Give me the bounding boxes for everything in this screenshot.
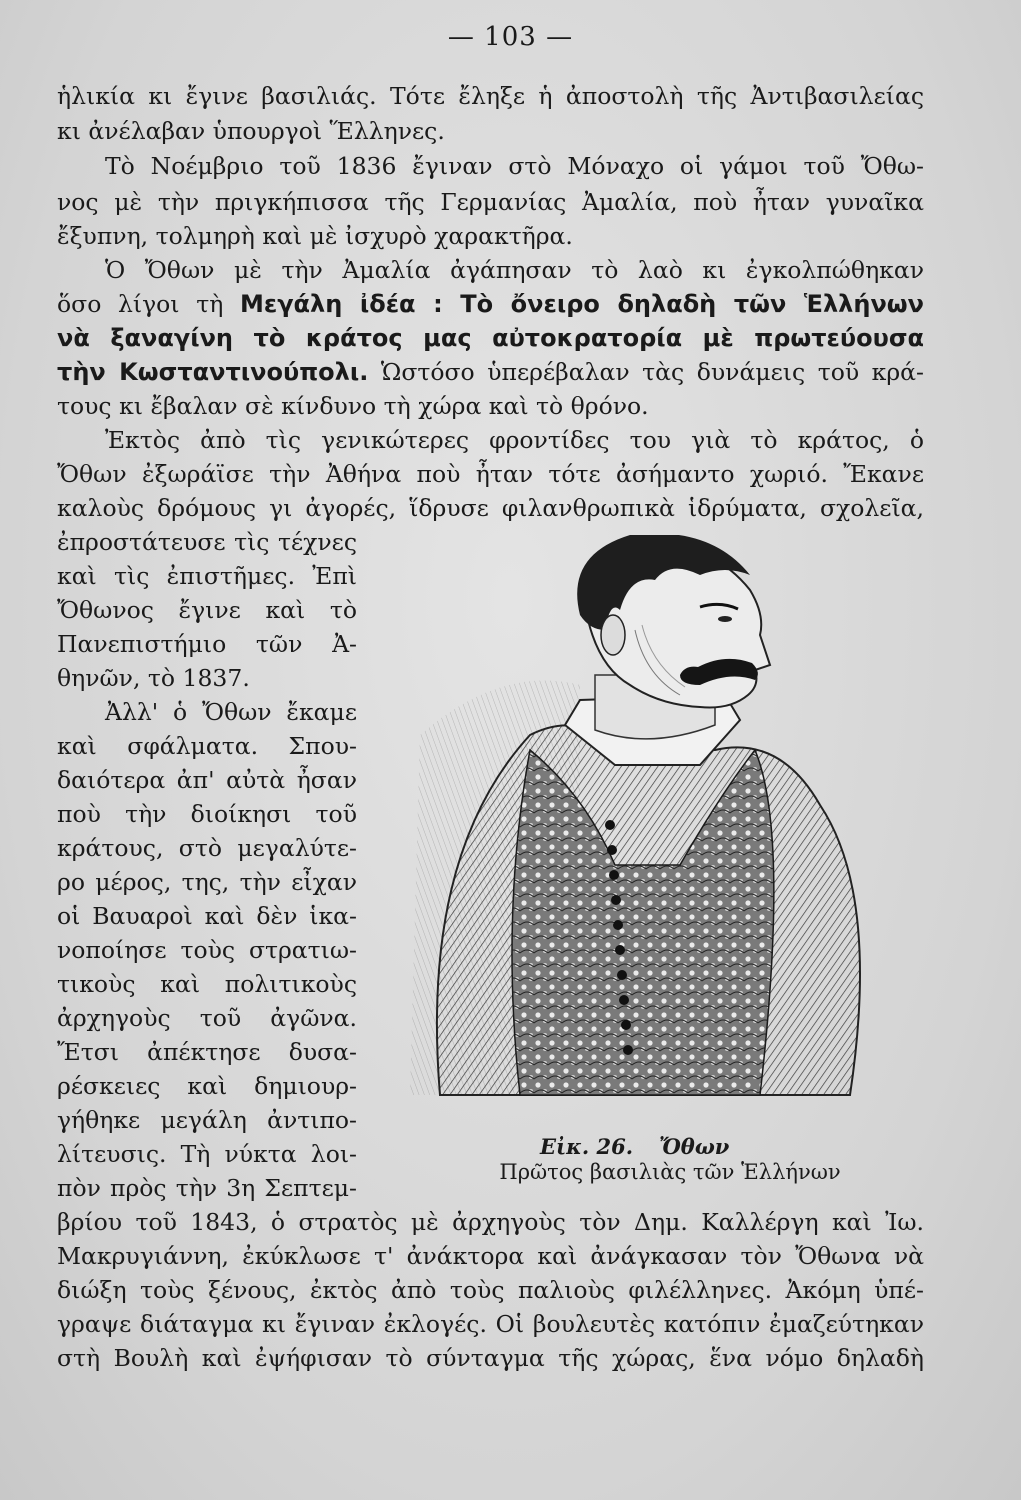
text-line: Ὄθωνος ἔγινε καὶ τὸ	[57, 596, 357, 624]
text-line: θηνῶν, τὸ 1837.	[57, 664, 250, 692]
text-line: δαιότερα ἀπ' αὐτὰ ἦσαν	[57, 766, 357, 794]
text-run: Ὡστόσο ὑπερέβαλαν τὰς δυνάμεις τοῦ κρά-	[368, 358, 924, 386]
text-run: ὅσο λίγοι τὴ	[57, 290, 240, 318]
text-line: ἀρχηγοὺς τοῦ ἀγῶνα.	[57, 1004, 357, 1032]
text-line: ποὺ τὴν διοίκησι τοῦ	[57, 800, 357, 828]
text-line: Ἐκτὸς ἀπὸ τὶς γενικώτερες φροντίδες του γιὰ τὸ κράτος, ὁ	[105, 426, 924, 454]
text-line: λίτευσις. Τὴ νύκτα λοι-	[57, 1140, 357, 1168]
text-line: Ἀλλ' ὁ Ὄθων ἔκαμε	[105, 698, 357, 726]
text-line: Τὸ Νοέμβριο τοῦ 1836 ἔγιναν στὸ Μόναχο οἱ γάμοι τοῦ Ὄθω-	[105, 152, 924, 180]
text-line: καὶ σφάλματα. Σπου-	[57, 732, 357, 760]
text-line: καλοὺς δρόμους γι ἀγορές, ἵδρυσε φιλανθρωπικὰ ἱδρύματα, σχολεῖα,	[57, 494, 924, 522]
text-line	[57, 324, 924, 352]
text-line: καὶ τὶς ἐπιστῆμες. Ἐπὶ	[57, 562, 357, 590]
figure-subcaption: Πρῶτος βασιλιὰς τῶν Ἑλλήνων	[499, 1160, 841, 1184]
page-number: — 103 —	[447, 22, 574, 52]
text-line: κράτους, στὸ μεγαλύτε-	[57, 834, 357, 862]
portrait-engraving	[380, 535, 925, 1135]
figure-label: Εἰκ. 26.	[540, 1134, 634, 1159]
text-line: βρίου τοῦ 1843, ὁ στρατὸς μὲ ἀρχηγοὺς τὸν Δημ. Καλλέργη καὶ Ἰω.	[57, 1208, 924, 1236]
text-line: πὸν πρὸς τὴν 3η Σεπτεμ-	[57, 1174, 357, 1202]
text-line: Ὁ Ὄθων μὲ τὴν Ἀμαλία ἀγάπησαν τὸ λαὸ κι ἐγκολπώθηκαν	[105, 256, 924, 284]
text-line: ἡλικία κι ἔγινε βασιλιάς. Τότε ἔληξε ἡ ἀποστολὴ τῆς Ἀντιβασιλείας	[57, 82, 924, 110]
text-line: νοποίησε τοὺς στρατιω-	[57, 936, 357, 964]
text-line: Ἔτσι ἀπέκτησε δυσα-	[57, 1038, 357, 1066]
text-line: ρέσκειες καὶ δημιουρ-	[57, 1072, 357, 1100]
text-line: τους κι ἔβαλαν σὲ κίνδυνο τὴ χώρα καὶ τὸ θρόνο.	[57, 392, 649, 420]
text-line: Πανεπιστήμιο τῶν Ἀ-	[57, 630, 357, 658]
text-line: ρο μέρος, της, τὴν εἶχαν	[57, 868, 357, 896]
text-line	[57, 290, 924, 318]
text-line: γήθηκε μεγάλη ἀντιπο-	[57, 1106, 357, 1134]
bold-phrase: Μεγάλη ἰδέα : Τὸ ὄνειρο δηλαδὴ τῶν Ἑλλήνων	[239, 290, 924, 318]
text-line: στὴ Βουλὴ καὶ ἐψήφισαν τὸ σύνταγμα τῆς χώρας, ἕνα νόμο δηλαδὴ	[57, 1344, 924, 1372]
text-line: οἱ Βαυαροὶ καὶ δὲν ἱκα-	[57, 902, 357, 930]
text-line: ἐπροστάτευσε τὶς τέχνες	[57, 528, 357, 556]
text-line: Ὄθων ἐξωράϊσε τὴν Ἀθήνα ποὺ ἦταν τότε ἀσήμαντο χωριό. Ἔκανε	[57, 460, 924, 488]
text-line	[57, 358, 924, 386]
text-line: τικοὺς καὶ πολιτικοὺς	[57, 970, 357, 998]
figure-caption	[540, 1134, 860, 1159]
text-line: κι ἀνέλαβαν ὑπουργοὶ Ἕλληνες.	[57, 117, 445, 145]
portrait-figure	[380, 535, 925, 1135]
bold-phrase: νὰ ξαναγίνη τὸ κράτος μας αὐτοκρατορία μὲ πρωτεύουσα	[57, 324, 924, 352]
bold-phrase: τὴν Κωσταντινούπολι.	[57, 358, 369, 386]
text-line: γραψε διάταγμα κι ἔγιναν ἐκλογές. Οἱ βουλευτὲς κατόπιν ἐμαζεύτηκαν	[57, 1310, 924, 1338]
text-line: νος μὲ τὴν πριγκήπισσα τῆς Γερμανίας Ἀμαλία, ποὺ ἦταν γυναῖκα	[57, 188, 924, 216]
text-line: διώξη τοὺς ξένους, ἐκτὸς ἀπὸ τοὺς παλιοὺς φιλέλληνες. Ἀκόμη ὑπέ-	[57, 1276, 924, 1304]
text-line: Μακρυγιάννη, ἐκύκλωσε τ' ἀνάκτορα καὶ ἀνάγκασαν τὸν Ὄθωνα νὰ	[57, 1242, 924, 1270]
figure-name: Ὄθων	[659, 1134, 730, 1159]
text-line: ἔξυπνη, τολμηρὴ καὶ μὲ ἰσχυρὸ χαρακτῆρα.	[57, 222, 573, 250]
